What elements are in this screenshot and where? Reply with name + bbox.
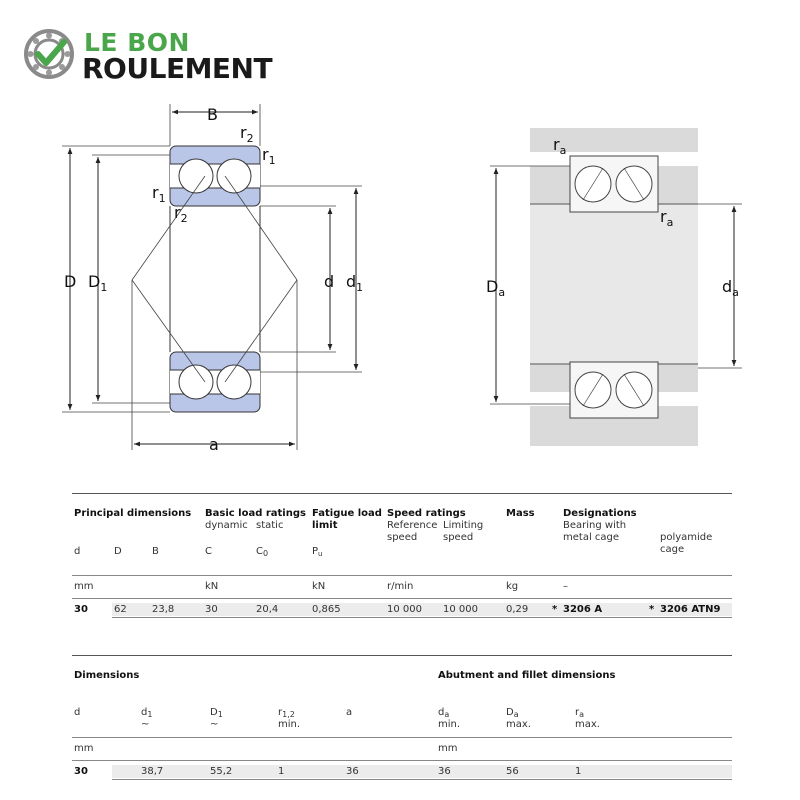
dim-row-D1: 55,2 (210, 766, 233, 777)
unit-dash: – (563, 581, 568, 592)
dim-col-d: d (74, 707, 81, 718)
dim-row-da: 36 (438, 766, 451, 777)
unit-rmin: r/min (387, 581, 414, 592)
group-designations: Designations (563, 508, 637, 519)
label-da: $d_a$ (722, 277, 739, 299)
unit-kN: kN (205, 581, 219, 592)
label-r1-left: $r_1$ (152, 183, 166, 205)
row-C0: 20,4 (256, 604, 279, 615)
row-Pu: 0,865 (312, 604, 341, 615)
label-r1-top: $r_1$ (262, 145, 276, 167)
dim-col-d1: $d_1$ (141, 707, 153, 719)
dim-col-D1-approx: ~ (210, 719, 219, 730)
dim-col-ra: $r_a$ (575, 707, 585, 719)
desig-poly-1: polyamide (660, 532, 713, 543)
speed-lim-1: Limiting (443, 520, 484, 531)
speed-ref-2: speed (387, 532, 418, 543)
dim-col-D1: $D_1$ (210, 707, 223, 719)
dim-row-d1: 38,7 (141, 766, 164, 777)
brand-line1: LE BON (84, 28, 190, 57)
row-poly-star: * (649, 604, 655, 615)
unit-mm: mm (74, 581, 94, 592)
row-mass: 0,29 (506, 604, 529, 615)
dim-row-Da: 56 (506, 766, 519, 777)
dim-col-da-min: min. (438, 719, 461, 730)
unit-kN-2: kN (312, 581, 326, 592)
group-fatigue-1: Fatigue load (312, 508, 382, 519)
dim-row-shade (112, 765, 732, 778)
label-ra-right: $r_a$ (660, 207, 674, 229)
desig-metal-2: metal cage (563, 532, 620, 543)
label-d: d (324, 272, 335, 291)
dim-col-d1-approx: ~ (141, 719, 150, 730)
dim-row-ra: 1 (575, 766, 582, 777)
label-B: B (207, 105, 218, 124)
group-abutment: Abutment and fillet dimensions (438, 670, 616, 681)
group-mass: Mass (506, 508, 535, 519)
basic-dynamic: dynamic (205, 520, 248, 531)
label-r2-top: $r_2$ (240, 123, 254, 145)
group-principal-dimensions: Principal dimensions (74, 508, 192, 519)
desig-metal-1: Bearing with (563, 520, 627, 531)
row-d: 30 (74, 604, 88, 615)
dim-col-a: a (346, 707, 353, 718)
dim-col-da: $d_a$ (438, 707, 450, 719)
row-C: 30 (205, 604, 218, 615)
row-poly-designation[interactable]: 3206 ATN9 (660, 604, 721, 615)
label-Da: $D_a$ (486, 277, 506, 299)
row-metal-designation[interactable]: 3206 A (563, 604, 603, 615)
label-a: a (209, 435, 219, 454)
col-C: C (205, 546, 212, 557)
label-r2-left: $r_2$ (174, 203, 188, 225)
dim-col-Da: $D_a$ (506, 707, 519, 719)
row-D: 62 (114, 604, 127, 615)
group-basic-load-ratings: Basic load ratings (205, 508, 306, 519)
brand-line2: ROULEMENT (82, 52, 273, 85)
dim-col-r12-min: min. (278, 719, 301, 730)
label-D1: $D_1$ (88, 272, 108, 294)
dim-col-r12: $r_{1,2}$ (278, 707, 295, 719)
label-d1: $d_1$ (346, 272, 364, 294)
unit-kg: kg (506, 581, 519, 592)
desig-poly-2: cage (660, 544, 685, 555)
row-lim-speed: 10 000 (443, 604, 478, 615)
label-D: D (64, 272, 77, 291)
speed-lim-2: speed (443, 532, 474, 543)
group-speed-ratings: Speed ratings (387, 508, 466, 519)
dim-col-ra-max: max. (575, 719, 600, 730)
group-fatigue-2: limit (312, 520, 338, 531)
col-D: D (114, 546, 122, 557)
row-metal-star: * (552, 604, 558, 615)
group-dimensions: Dimensions (74, 670, 140, 681)
col-C0: $C_0$ (256, 546, 269, 558)
dim-row-a: 36 (346, 766, 359, 777)
col-Pu: $P_u$ (312, 546, 323, 558)
abut-unit-mm: mm (438, 743, 458, 754)
row-B: 23,8 (152, 604, 175, 615)
speed-ref-1: Reference (387, 520, 438, 531)
label-ra-top: $r_a$ (553, 135, 567, 157)
dim-row-d: 30 (74, 766, 88, 777)
row-ref-speed: 10 000 (387, 604, 422, 615)
dim-unit-mm: mm (74, 743, 94, 754)
col-B: B (152, 546, 159, 557)
basic-static: static (256, 520, 284, 531)
col-d: d (74, 546, 81, 557)
dim-col-Da-max: max. (506, 719, 531, 730)
dim-row-r12: 1 (278, 766, 285, 777)
